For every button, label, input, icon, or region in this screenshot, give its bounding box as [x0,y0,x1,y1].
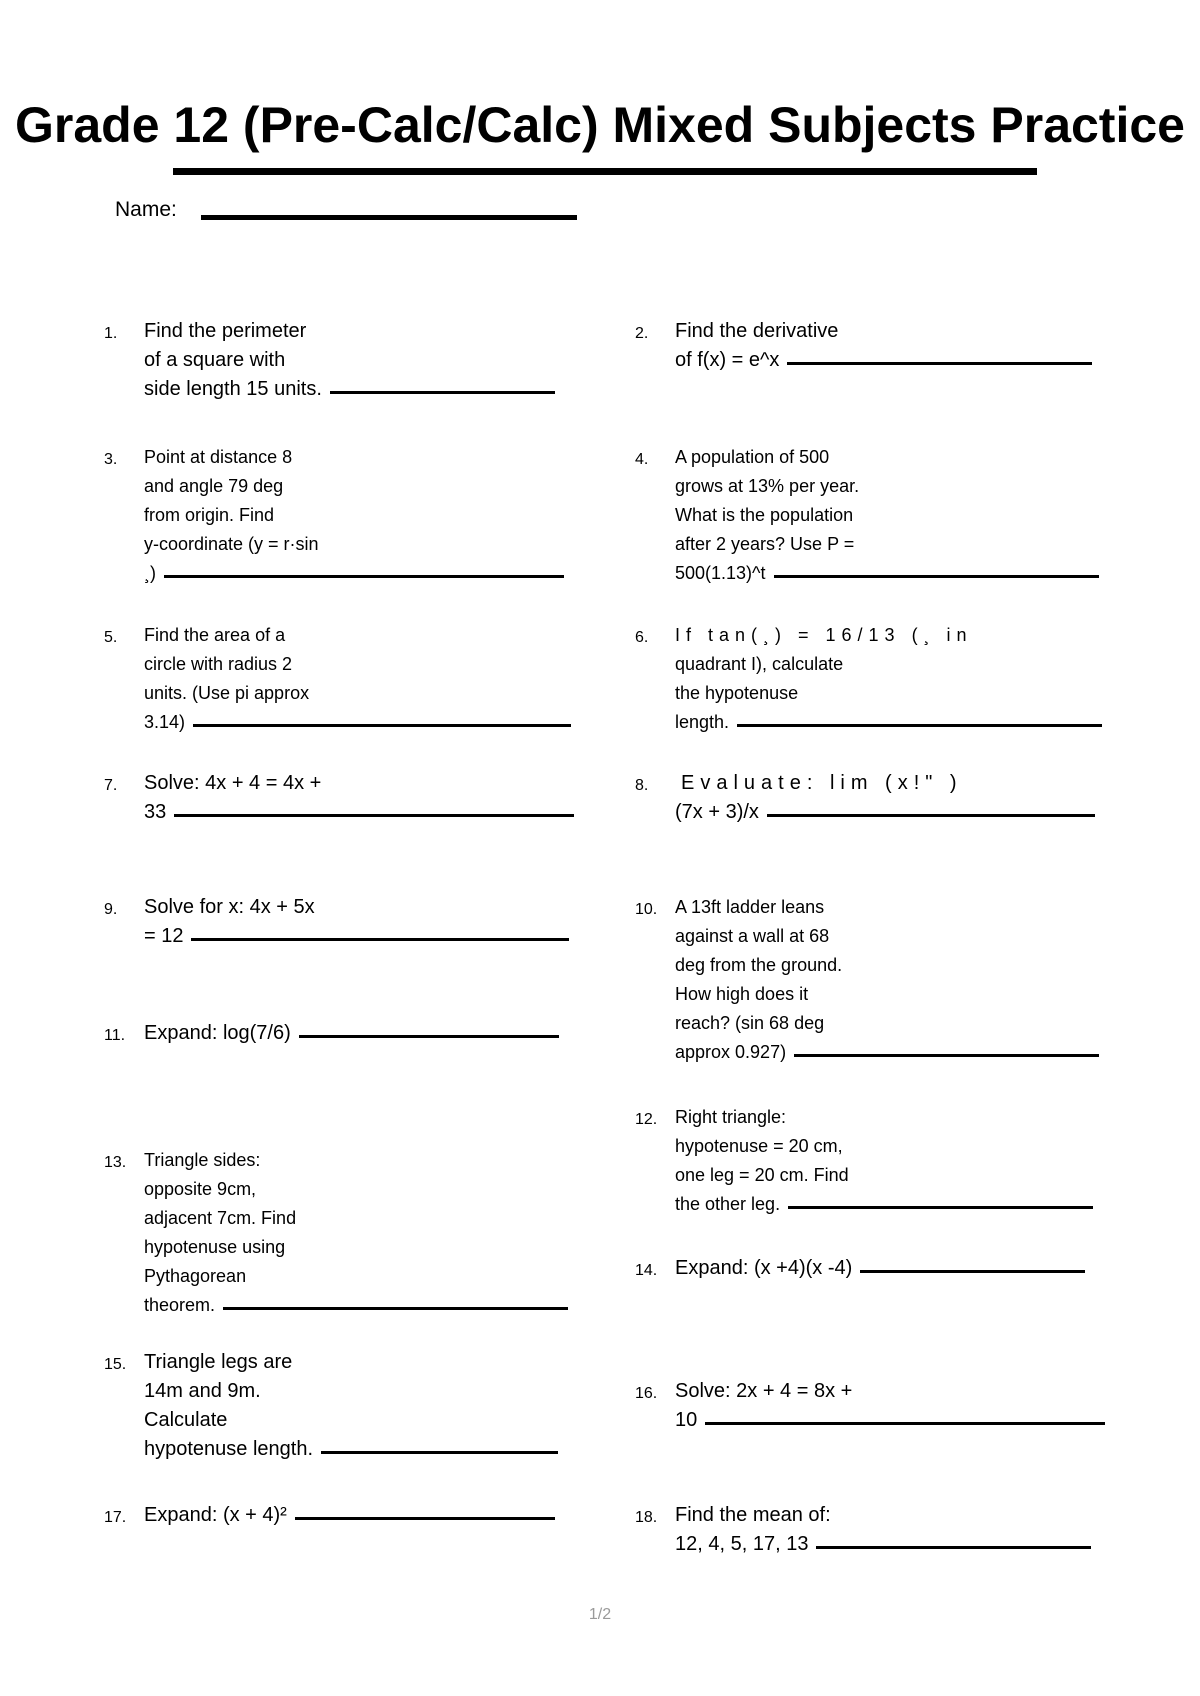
question-text-line-with-answer [144,375,584,404]
question-text-line-with-answer [675,1254,1115,1283]
question-text-line: Evaluate: lim (x!" ) [681,772,963,794]
question-text: 33 [144,801,167,823]
question-text-line: Find the mean of: [675,1504,831,1526]
question-text-line-with-answer [144,1435,584,1464]
question-text-line: one leg = 20 cm. Find [675,1165,849,1185]
question-number: 12. [635,1111,658,1128]
question-text-line: A population of 500 [675,447,830,467]
question-text-line: grows at 13% per year. [675,476,860,496]
question-text-line: against a wall at 68 [675,926,830,946]
question-text-line: y-coordinate (y = r·sin [144,534,319,554]
question-number: 6. [635,629,649,646]
question-text-line: from origin. Find [144,505,275,525]
question-text: hypotenuse length. [144,1438,314,1460]
answer-line[interactable] [767,814,1095,817]
question-text: Expand: (x + 4)² [144,1504,287,1526]
question-text: 10 [675,1409,698,1431]
question-text-line: deg from the ground. [675,955,843,975]
question-text: of f(x) = e^x [675,349,780,371]
question-text-line: and angle 79 deg [144,476,284,496]
page-number: 1/2 [588,1606,612,1623]
question-number: 10. [635,901,658,918]
question-text-line: How high does it [675,984,809,1004]
question-text: approx 0.927) [675,1042,787,1062]
question-text-line: Find the perimeter [144,320,307,342]
question-text-line: hypotenuse using [144,1237,286,1257]
question-text-line-with-answer [675,798,1115,827]
answer-line[interactable] [191,938,569,941]
question-text-line: Find the derivative [675,320,839,342]
answer-line[interactable] [295,1517,555,1520]
question-text-line: reach? (sin 68 deg [675,1013,825,1033]
question-number: 1. [104,325,118,342]
question-text: 500(1.13)^t [675,563,766,583]
question-text-line-with-answer [675,1406,1115,1435]
question-number: 8. [635,777,649,794]
question-text-line-with-answer [144,559,584,588]
question-text: (7x + 3)/x [675,801,759,823]
question-text-line: Triangle sides: [144,1150,261,1170]
question-text-line-with-answer [144,1291,584,1320]
question-text-line: of a square with [144,349,286,371]
question-number: 2. [635,325,649,342]
question-text-line: If tan(¸) = 16/13 (¸ in [675,625,973,645]
question-number: 5. [104,629,118,646]
question-text: Expand: log(7/6) [144,1022,291,1044]
question-text: = 12 [144,925,184,947]
question-number: 9. [104,901,118,918]
question-text-line-with-answer [675,708,1115,737]
answer-line[interactable] [321,1451,558,1454]
question-text-line: A 13ft ladder leans [675,897,825,917]
question-text-line-with-answer [675,1530,1115,1559]
question-text-line-with-answer [144,708,584,737]
answer-line[interactable] [774,575,1099,578]
question-number: 13. [104,1154,127,1171]
question-text-line-with-answer [675,346,1115,375]
question-text: ¸) [144,563,156,583]
question-text-line-with-answer [144,1501,584,1530]
answer-line[interactable] [193,724,571,727]
question-number: 17. [104,1509,127,1526]
answer-line[interactable] [860,1270,1085,1273]
question-text-line: quadrant I), calculate [675,654,844,674]
answer-line[interactable] [330,391,555,394]
answer-line[interactable] [705,1422,1105,1425]
name-label: Name: [115,198,177,221]
question-text-line: the hypotenuse [675,683,799,703]
name-answer-line[interactable] [201,215,577,220]
worksheet-title: Grade 12 (Pre-Calc/Calc) Mixed Subjects Practice [15,97,1185,153]
question-number: 7. [104,777,118,794]
question-text: the other leg. [675,1194,781,1214]
question-text-line: after 2 years? Use P = [675,534,855,554]
question-text: side length 15 units. [144,378,322,400]
answer-line[interactable] [788,1206,1093,1209]
question-text-line-with-answer [144,922,584,951]
question-text-line: Solve for x: 4x + 5x [144,896,315,918]
question-text-line-with-answer [675,1038,1115,1067]
question-text-line: Triangle legs are [144,1351,293,1373]
question-number: 3. [104,451,118,468]
question-text-line: Right triangle: [675,1107,787,1127]
question-number: 14. [635,1262,658,1279]
question-text-line-with-answer [144,798,584,827]
question-text-line: Pythagorean [144,1266,247,1286]
question-text: theorem. [144,1295,216,1315]
question-text-line: adjacent 7cm. Find [144,1208,297,1228]
answer-line[interactable] [164,575,564,578]
question-number: 4. [635,451,649,468]
answer-line[interactable] [174,814,574,817]
question-text-line-with-answer [144,1019,584,1048]
question-text-line: Point at distance 8 [144,447,293,467]
question-text-line: What is the population [675,505,854,525]
question-text: length. [675,712,730,732]
question-number: 18. [635,1509,658,1526]
question-text-line: units. (Use pi approx [144,683,310,703]
question-text: 12, 4, 5, 17, 13 [675,1533,809,1555]
question-text-line: Solve: 4x + 4 = 4x + [144,772,322,794]
answer-line[interactable] [223,1307,568,1310]
title-underline [173,168,1037,175]
question-text-line: Calculate [144,1409,228,1431]
answer-line[interactable] [737,724,1102,727]
answer-line[interactable] [299,1035,559,1038]
question-text-line: Find the area of a [144,625,286,645]
question-text-line: Solve: 2x + 4 = 8x + [675,1380,853,1402]
question-text: 3.14) [144,712,186,732]
question-number: 15. [104,1356,127,1373]
question-text-line: hypotenuse = 20 cm, [675,1136,843,1156]
question-number: 11. [104,1027,126,1044]
answer-line[interactable] [794,1054,1099,1057]
question-text-line: 14m and 9m. [144,1380,261,1402]
question-text: Expand: (x +4)(x -4) [675,1257,853,1279]
question-number: 16. [635,1385,658,1402]
question-text-line-with-answer [675,559,1115,588]
question-text-line: circle with radius 2 [144,654,293,674]
question-text-line: opposite 9cm, [144,1179,257,1199]
answer-line[interactable] [787,362,1092,365]
answer-line[interactable] [816,1546,1091,1549]
question-text-line-with-answer [675,1190,1115,1219]
